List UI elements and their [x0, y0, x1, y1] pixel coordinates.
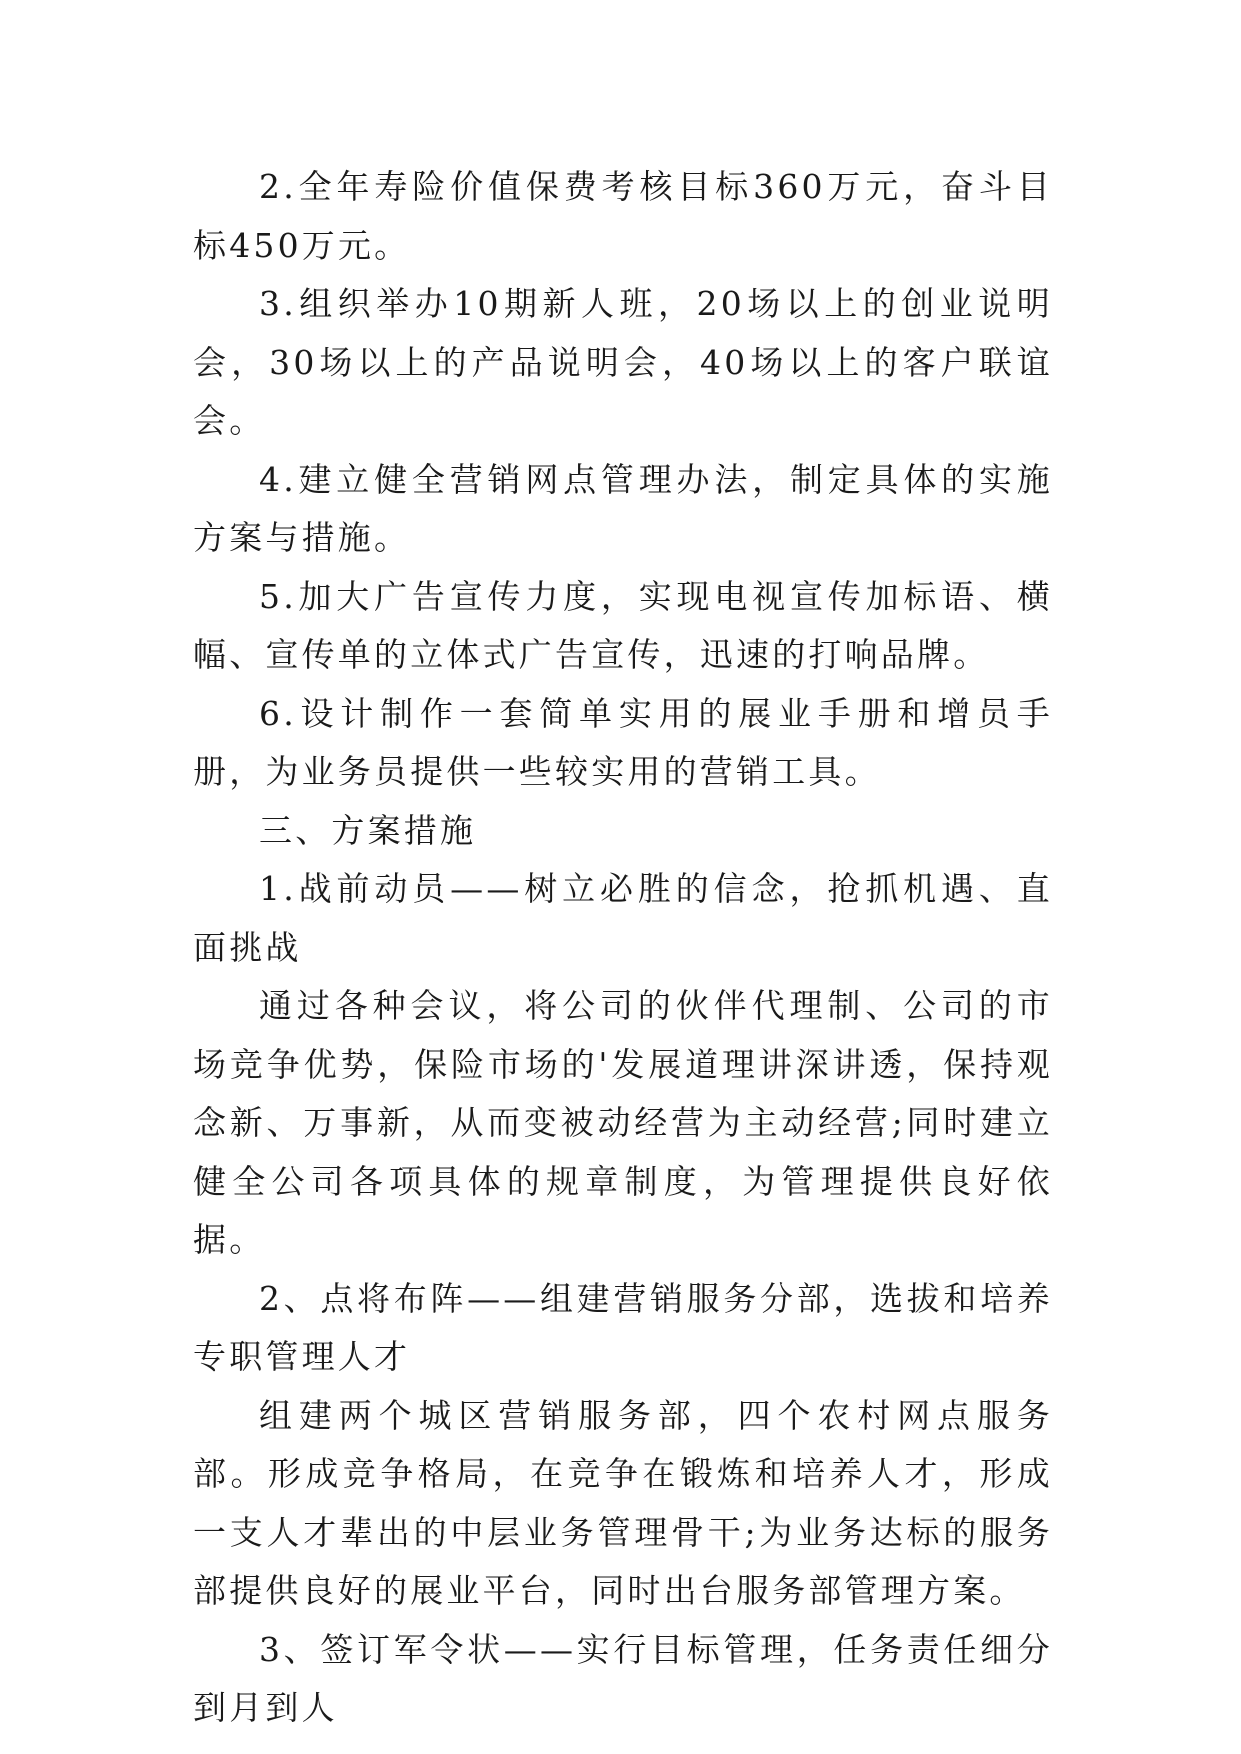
paragraph-mobilization-heading: 1.战前动员——树立必胜的信念，抢抓机遇、直面挑战 — [193, 869, 1053, 967]
paragraph-advertising: 5.加大广告宣传力度，实现电视宣传加标语、横幅、宣传单的立体式广告宣传，迅速的打响品牌。 — [193, 576, 1053, 674]
paragraph-target-management-heading: 3、签订军令状——实行目标管理，任务责任细分到月到人 — [193, 1629, 1053, 1727]
paragraph-outlet-management: 4.建立健全营销网点管理办法，制定具体的实施方案与措施。 — [193, 459, 1053, 557]
paragraph-deployment-body: 组建两个城区营销服务部，四个农村网点服务部。形成竞争格局，在竞争在锻炼和培养人才，形成一支人才辈出的中层业务管理骨干;为业务达标的服务部提供良好的展业平台，同时出台服务部管理方案。 — [193, 1395, 1053, 1610]
paragraph-manuals: 6.设计制作一套简单实用的展业手册和增员手册，为业务员提供一些较实用的营销工具。 — [193, 693, 1053, 791]
document-body — [193, 158, 1053, 1738]
section-heading-measures: 三、方案措施 — [259, 810, 477, 850]
paragraph-target-premium: 2.全年寿险价值保费考核目标360万元，奋斗目标450万元。 — [193, 167, 1053, 265]
paragraph-deployment-heading: 2、点将布阵——组建营销服务分部，选拔和培养专职管理人才 — [193, 1278, 1053, 1376]
paragraph-training-sessions: 3.组织举办10期新人班，20场以上的创业说明会，30场以上的产品说明会，40场以上的客户联谊会。 — [193, 284, 1053, 440]
paragraph-mobilization-body: 通过各种会议，将公司的伙伴代理制、公司的市场竞争优势，保险市场的'发展道理讲深讲透，保持观念新、万事新，从而变被动经营为主动经营;同时建立健全公司各项具体的规章制度，为管理提供良好依据。 — [193, 986, 1053, 1259]
